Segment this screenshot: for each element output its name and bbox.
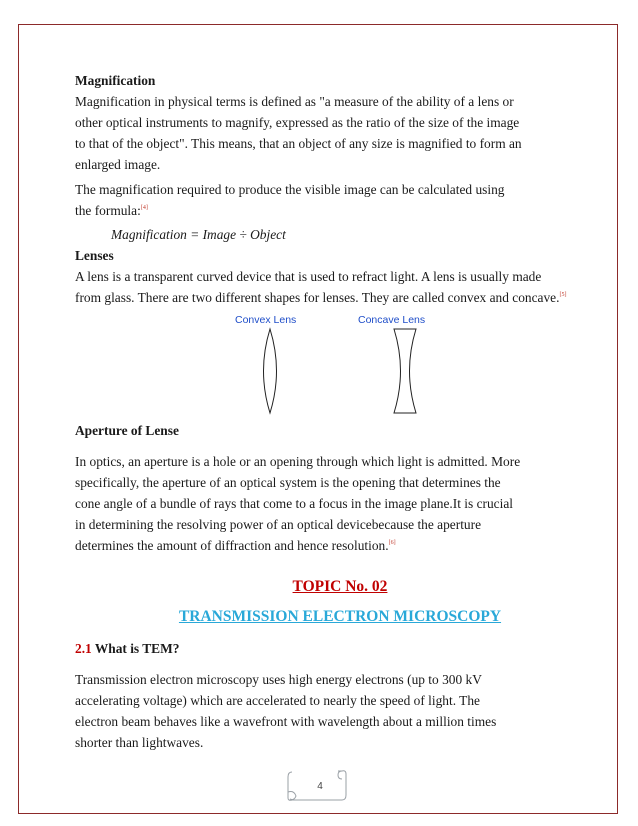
lens-diagram (75, 310, 605, 420)
section-title: What is TEM? (94, 641, 180, 656)
aperture-line-1: In optics, an aperture is a hole or an opening through which light is admitted. More (75, 454, 521, 469)
lenses-line-2-text: from glass. There are two different shapes for lenses. They are called convex and concave. (75, 290, 560, 305)
reference-4[interactable]: [4] (140, 205, 148, 211)
formula-intro-text: the formula: (75, 203, 141, 218)
magnification-heading: Magnification (75, 73, 156, 88)
magnification-line-4: enlarged image. (75, 157, 161, 172)
page-number: 4 (317, 781, 323, 792)
aperture-heading: Aperture of Lense (75, 423, 179, 438)
magnification-line-2: other optical instruments to magnify, expressed as the ratio of the size of the image (75, 115, 520, 130)
aperture-line-3: cone angle of a bundle of rays that come to a focus in the image plane.It is crucial (75, 496, 514, 511)
formula-intro-line-2 (75, 200, 605, 221)
magnification-line-3: to that of the object". This means, that an object of any size is magnified to form an (75, 136, 522, 151)
magnification-line-1: Magnification in physical terms is defined as "a measure of the ability of a lens or (75, 94, 514, 109)
topic-title: TRANSMISSION ELECTRON MICROSCOPY (178, 608, 502, 625)
concave-lens-shape (390, 326, 420, 416)
section-number: 2.1 (75, 641, 92, 656)
concave-lens-label: Concave Lens (358, 314, 426, 326)
tem-line-4: shorter than lightwaves. (75, 735, 204, 750)
aperture-line-4: in determining the resolving power of an optical devicebecause the aperture (75, 517, 482, 532)
topic-number: TOPIC No. 02 (292, 578, 388, 595)
section-heading (75, 638, 605, 659)
tem-line-3: electron beam behaves like a wavefront with wavelength about a million times (75, 714, 497, 729)
aperture-line-2: specifically, the aperture of an optical system is the opening that determines the (75, 475, 501, 490)
aperture-line-5-text: determines the amount of diffraction and hence resolution. (75, 538, 389, 553)
lenses-line-1: A lens is a transparent curved device that is used to refract light. A lens is usually made (75, 269, 542, 284)
convex-lens-shape (255, 326, 285, 416)
convex-lens-label: Convex Lens (235, 314, 297, 326)
aperture-line-5 (75, 535, 605, 556)
reference-5[interactable]: [5] (559, 292, 567, 298)
reference-6[interactable]: [6] (388, 540, 396, 546)
magnification-formula: Magnification = Image ÷ Object (111, 227, 286, 242)
tem-line-1: Transmission electron microscopy uses high energy electrons (up to 300 kV (75, 672, 482, 687)
formula-intro-line-1: The magnification required to produce the visible image can be calculated using (75, 182, 505, 197)
tem-line-2: accelerating voltage) which are accelerated to nearly the speed of light. The (75, 693, 480, 708)
lenses-heading: Lenses (75, 248, 114, 263)
lenses-line-2 (75, 287, 605, 308)
page-content (75, 70, 605, 753)
